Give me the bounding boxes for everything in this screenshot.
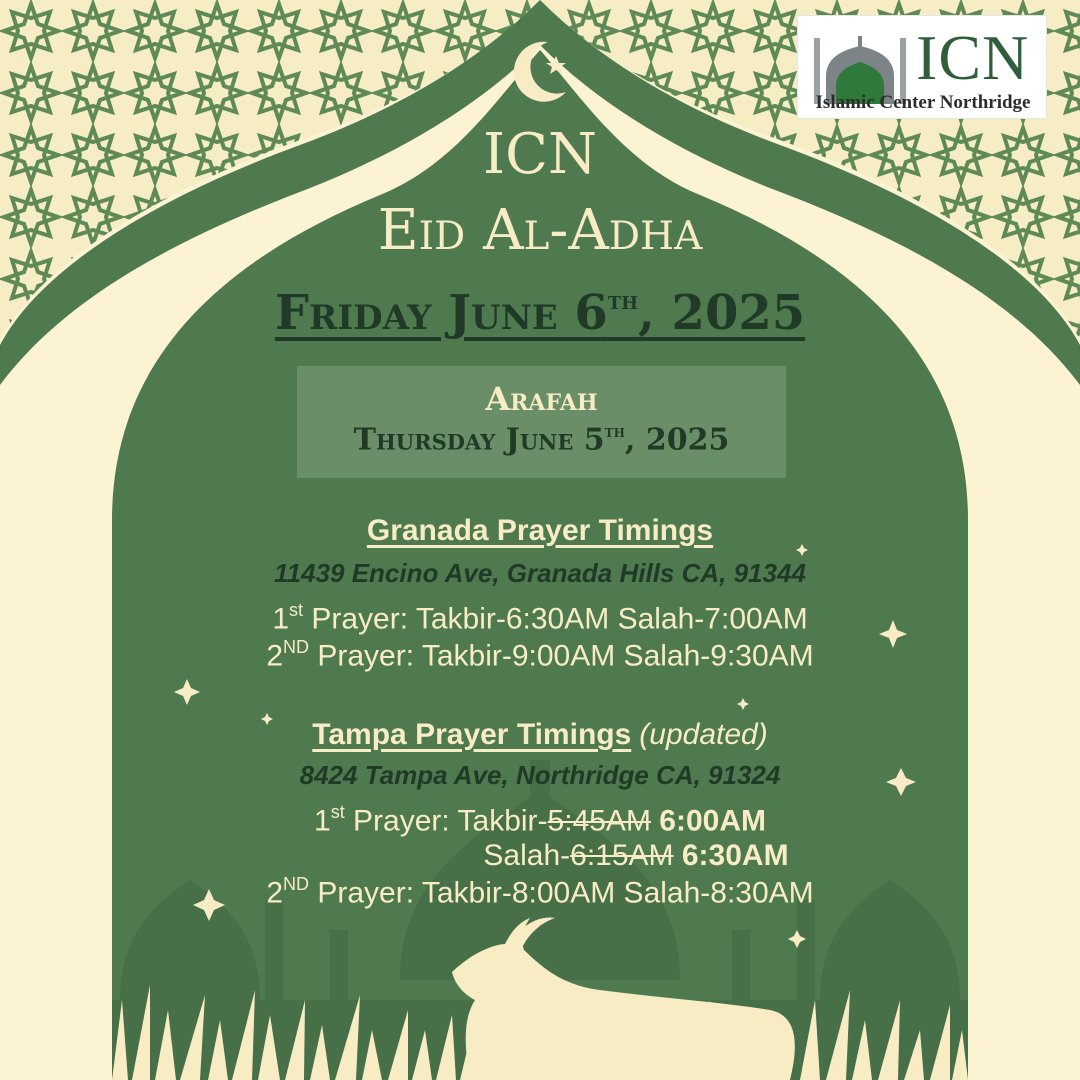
granada-first-text: Prayer: Takbir-6:30AM Salah-7:00AM (303, 602, 808, 636)
granada-second-prayer (0, 637, 1080, 674)
tampa-first-prayer (0, 802, 1080, 839)
tampa-second-prayer (0, 874, 1080, 911)
granada-address: 11439 Encino Ave, Granada Hills CA, 91344 (274, 558, 806, 588)
icn-logo (797, 15, 1047, 119)
granada-first-prayer (0, 600, 1080, 637)
tampa-second-text: Prayer: Takbir-8:00AM Salah-8:30AM (309, 876, 814, 910)
arafah-date-year: , 2025 (624, 422, 730, 458)
tampa-second-num: 2 (266, 876, 283, 910)
tampa-heading-text: Tampa Prayer Timings (312, 718, 632, 751)
tampa-first-salah-new: 6:30AM (681, 839, 789, 872)
tampa-first-takbir-new: 6:00AM (659, 804, 766, 838)
tampa-second-sup: ND (283, 874, 309, 894)
granada-heading (0, 514, 1080, 548)
tampa-first-salah-old: 6:15AM (570, 839, 674, 872)
granada-second-text: Prayer: Takbir-9:00AM Salah-9:30AM (309, 639, 814, 673)
eid-date-suffix: th (607, 285, 639, 316)
tampa-address: 8424 Tampa Ave, Northridge CA, 91324 (299, 760, 781, 790)
tampa-heading (0, 718, 1080, 752)
tampa-first-num: 1 (314, 804, 331, 838)
title-icn: ICN (483, 122, 597, 187)
title-eid: Eid Al-Adha (377, 198, 703, 263)
granada-first-sup: st (289, 600, 304, 620)
arafah-title: Arafah (485, 380, 598, 418)
tampa-first-takbir-old: 5:45AM (547, 804, 651, 838)
granada-heading-text: Granada Prayer Timings (366, 514, 714, 547)
tampa-first-prefix: Prayer: Takbir- (344, 804, 548, 838)
eid-date (0, 270, 1080, 344)
arafah-box (297, 366, 786, 478)
arafah-date-main: Thursday June 5 (353, 422, 605, 458)
granada-first-num: 1 (272, 602, 289, 636)
granada-second-num: 2 (266, 639, 283, 673)
logo-tagline: Islamic Center Northridge (815, 92, 1031, 113)
eid-date-year: , 2025 (638, 284, 806, 341)
arafah-date (297, 422, 786, 457)
eid-date-main: Friday June 6 (274, 284, 608, 341)
arafah-date-suffix: th (604, 422, 625, 441)
tampa-first-salah (96, 839, 1080, 873)
tampa-salah-prefix: Salah- (483, 839, 571, 872)
tampa-updated-note: (updated) (639, 718, 768, 751)
tampa-first-sup: st (330, 802, 345, 822)
granada-second-sup: ND (283, 637, 309, 657)
logo-text: ICN (916, 22, 1030, 93)
